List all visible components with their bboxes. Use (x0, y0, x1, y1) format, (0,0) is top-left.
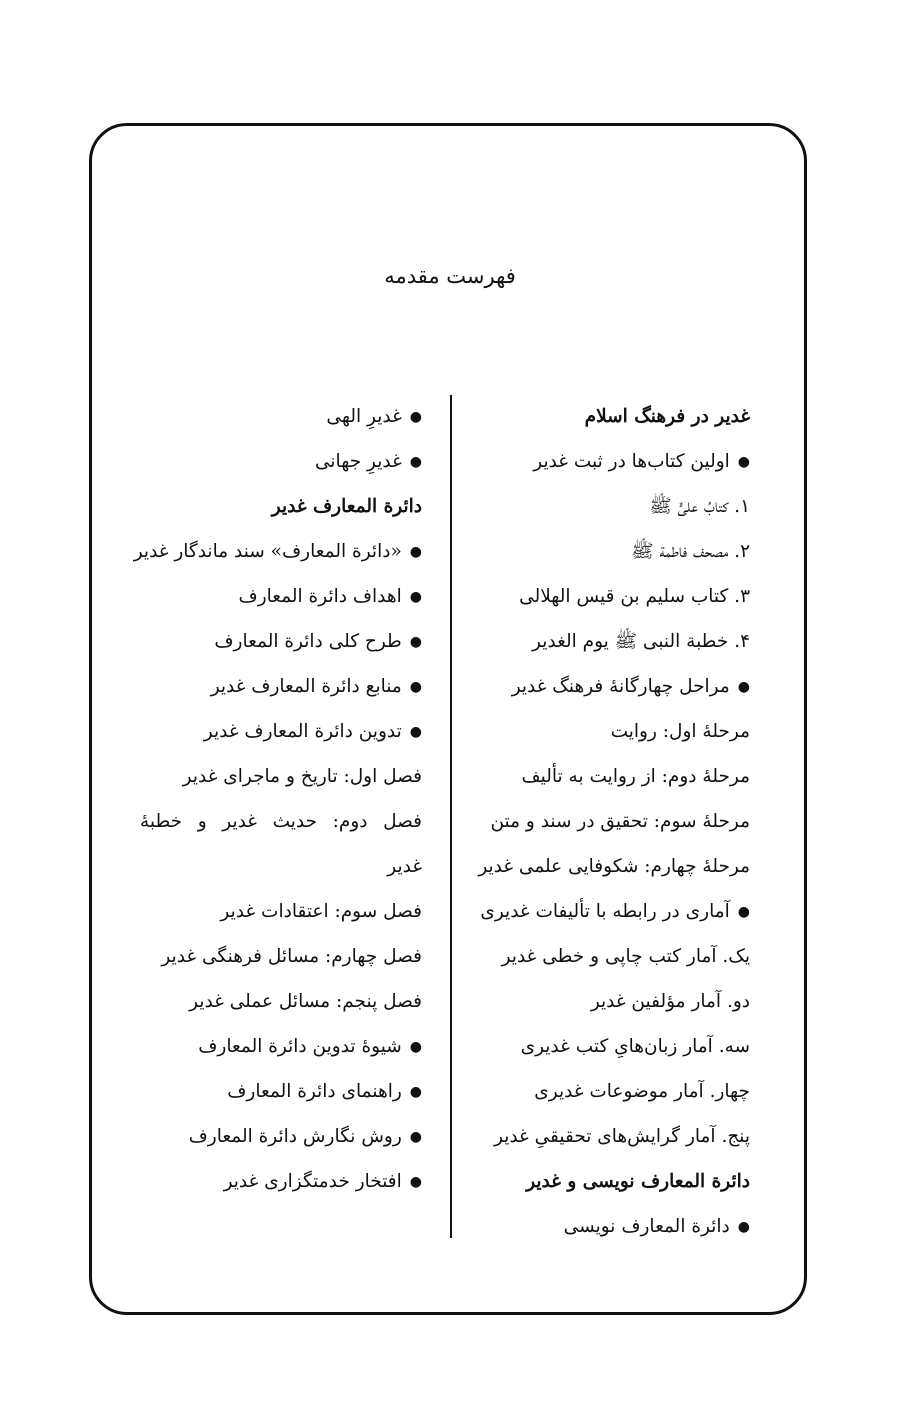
toc-bullet-entry: ● مراحل چهارگانهٔ فرهنگ غدیر (470, 664, 750, 709)
toc-bullet-entry: ● منابع دائرة المعارف غدیر (140, 664, 422, 709)
toc-section-heading: غدیر در فرهنگ اسلام (584, 406, 750, 427)
column-divider (450, 395, 452, 1238)
page-title: فهرست مقدمه (384, 264, 516, 288)
toc-bullet-entry: ● غدیرِ الهی (140, 394, 422, 439)
toc-bullet-entry: ● روش نگارش دائرة المعارف (140, 1114, 422, 1159)
toc-entry: مرحلهٔ دوم: از روایت به تألیف (521, 766, 750, 787)
toc-entry: یک. آمار کتب چاپی و خطی غدیر (501, 946, 750, 967)
toc-entry: دو. آمار مؤلفین غدیر (590, 991, 750, 1012)
toc-entry: مرحلهٔ چهارم: شکوفایی علمی غدیر (478, 856, 750, 877)
toc-entry: فصل پنجم: مسائل عملی غدیر (189, 991, 422, 1012)
toc-entry: مرحلهٔ سوم: تحقیق در سند و متن (490, 811, 750, 832)
toc-bullet-entry: ● اولین کتاب‌ها در ثبت غدیر (470, 439, 750, 484)
toc-entry: چهار. آمار موضوعات غدیری (534, 1081, 750, 1102)
toc-bullet-entry: ● شیوهٔ تدوین دائرة المعارف (140, 1024, 422, 1069)
toc-entry: پنج. آمار گرایش‌های تحقیقیِ غدیر (493, 1126, 750, 1147)
toc-entry: ۴. خطبة النبی ﷺ یوم الغدیر (532, 631, 750, 652)
toc-bullet-entry: ● افتخار خدمتگزاری غدیر (140, 1159, 422, 1204)
toc-bullet-entry: ● دائرة المعارف نویسی (470, 1204, 750, 1249)
toc-section-heading: دائرة المعارف نویسی و غدیر (526, 1171, 750, 1192)
toc-section-heading: دائرة المعارف غدیر (271, 496, 422, 517)
toc-bullet-entry: ● آماری در رابطه با تألیفات غدیری (470, 889, 750, 934)
toc-bullet-entry: ● طرح کلی دائرة المعارف (140, 619, 422, 664)
toc-entry: فصل چهارم: مسائل فرهنگی غدیر (161, 946, 422, 967)
toc-bullet-entry: ● راهنمای دائرة المعارف (140, 1069, 422, 1114)
toc-entry: فصل دوم: حدیث غدیر و خطبهٔ (140, 811, 422, 832)
toc-bullet-entry: ● اهداف دائرة المعارف (140, 574, 422, 619)
toc-entry: فصل سوم: اعتقادات غدیر (220, 901, 422, 922)
toc-bullet-entry: ● غدیرِ جهانی (140, 439, 422, 484)
toc-bullet-entry: ● «دائرة المعارف» سند ماندگار غدیر (140, 529, 422, 574)
toc-entry: غدیر (387, 856, 422, 877)
toc-entry: ۲. مصحف فاطمة ﷺ (631, 541, 750, 562)
toc-entry: سه. آمار زبان‌هایِ کتب غدیری (520, 1036, 750, 1057)
toc-entry: ۱. کتابُ علیٍّ ﷺ (649, 496, 750, 517)
toc-right-column (470, 394, 750, 1249)
toc-left-column (133, 394, 422, 1204)
toc-entry: ۳. کتاب سلیم بن قیس الهلالی (519, 586, 750, 607)
toc-entry: مرحلهٔ اول: روایت (610, 721, 750, 742)
toc-entry: فصل اول: تاریخ و ماجرای غدیر (182, 766, 422, 787)
toc-bullet-entry: ● تدوین دائرة المعارف غدیر (140, 709, 422, 754)
